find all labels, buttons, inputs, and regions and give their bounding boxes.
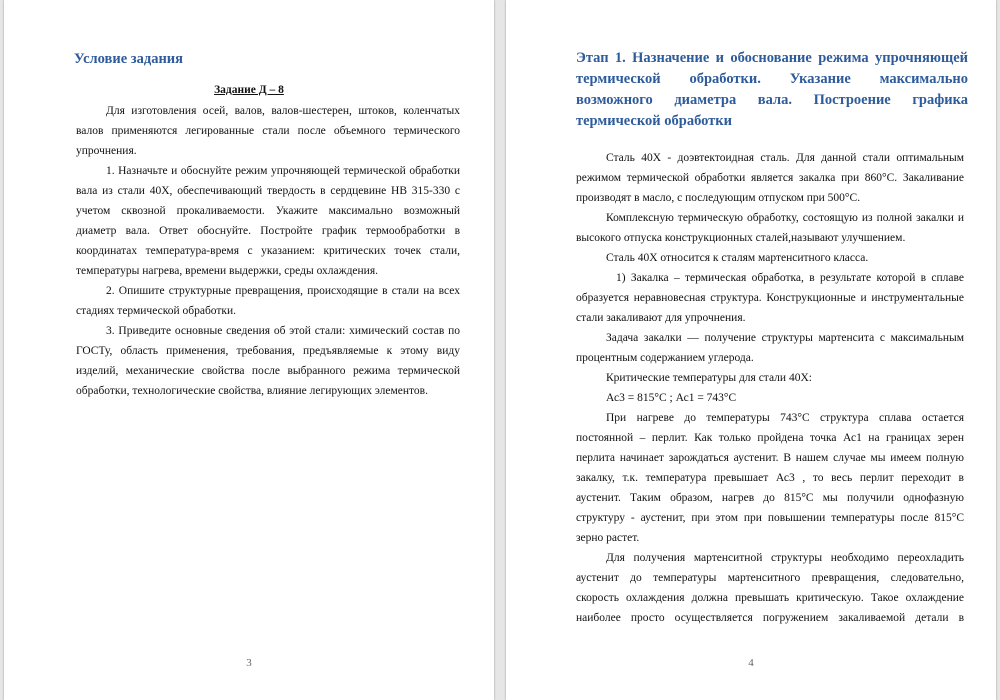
paragraph: Сталь 40Х - доэвтектоидная сталь. Для данной стали оптимальным режимом термической обработки является закалка при 860°С. Закаливание производят в масло, с последующим отпуском при 500°С. (576, 152, 964, 204)
paragraph: 2. Опишите структурные превращения, происходящие в стали на всех стадиях термической обработки. (76, 285, 460, 317)
section-heading: Условие задания (74, 51, 183, 67)
document-page-left (4, 0, 494, 700)
paragraph: 3. Приведите основные сведения об этой стали: химический состав по ГОСТу, область применения, требования, предъявляемые к этому виду изделий, механические свойства после выбранного режима термической обработки, технологические свойства, влияние легирующих элементов. (76, 325, 460, 397)
paragraph: Критические температуры для стали 40Х: (606, 372, 812, 384)
task-title: Задание Д – 8 (214, 84, 284, 96)
paragraph: При нагреве до температуры 743°С структура сплава остается постоянной – перлит. Как только пройдена точка Ас1 на границах зерен перлита начинает зарождаться аустенит. В нашем случае мы имеем полную закалку, т.к. температура превышает Ас3 , то весь перлит переходит в аустенит. Таким образом, нагрев до 815°С мы получили однофазную структуру - аустенит, при этом при повышении температуры после 815°С зерно растет. (576, 412, 964, 544)
page-number: 4 (748, 657, 754, 669)
document-page-right (506, 0, 996, 700)
paragraph: Для изготовления осей, валов, валов-шестерен, штоков, коленчатых валов применяются легированные стали после объемного термического упрочнения. (76, 105, 460, 157)
page-number: 3 (246, 657, 252, 669)
critical-temperatures: Ас3 = 815°С ; Ас1 = 743°С (606, 392, 737, 404)
paragraph: Для получения мартенситной структуры необходимо переохладить аустенит до температуры мартенситного превращения, следовательно, скорость охлаждения должна превышать критическую. Такое охлаждение наиболее просто осуществляется погружением закаливаемой детали в (576, 552, 964, 624)
list-paragraph: 1) Закалка – термическая обработка, в результате которой в сплаве образуется неравновесная структура. Конструкционные и инструментальные стали закаливают для упрочнения. (576, 272, 964, 324)
page-body (576, 148, 964, 628)
paragraph: Сталь 40Х относится к сталям мартенситного класса. (606, 252, 869, 264)
section-heading: Этап 1. Назначение и обоснование режима упрочняющей термической обработки. Указание максимально возможного диаметра вала. Построение графика термической обработки (576, 50, 968, 129)
paragraph: Задача закалки — получение структуры мартенсита с максимальным процентным содержанием углерода. (576, 332, 964, 364)
paragraph: 1. Назначьте и обоснуйте режим упрочняющей термической обработки вала из стали 40Х, обеспечивающий твердость в сердцевине НВ 315-330 с учетом сквозной прокаливаемости. Укажите максимально возможный диаметр вала. Ответ обоснуйте. Постройте график термообработки в координатах температура-время с указанием: критических точек стали, температуры нагрева, времени выдержки, среды охлаждения. (76, 165, 460, 277)
page-body (76, 101, 460, 401)
paragraph: Комплексную термическую обработку, состоящую из полной закалки и высокого отпуска конструкционных сталей,называют улучшением. (576, 212, 964, 244)
